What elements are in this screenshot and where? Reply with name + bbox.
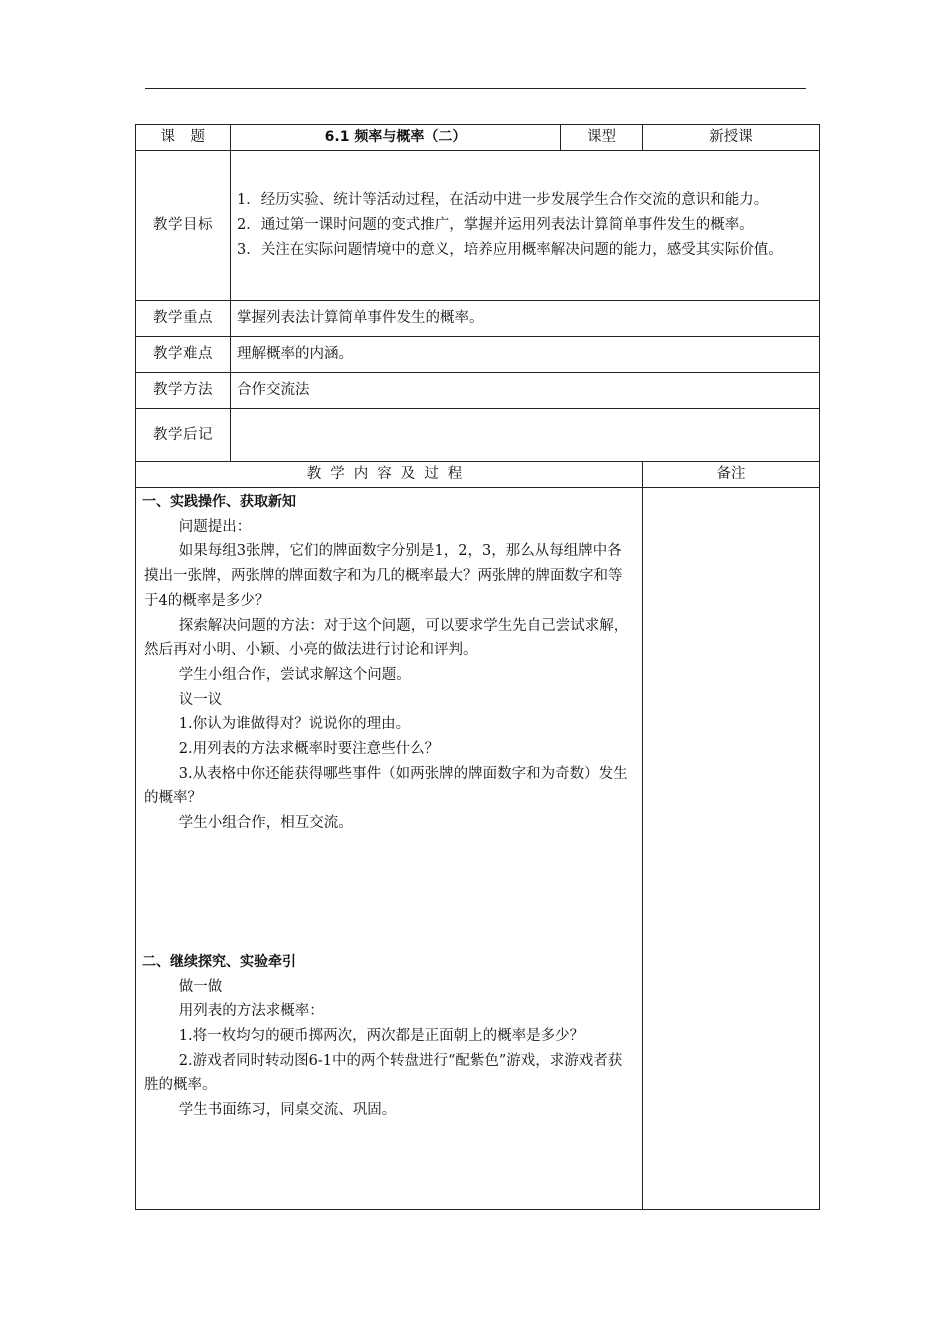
method-label: 教学方法: [136, 373, 231, 409]
objectives-row: [136, 151, 820, 301]
content-line: 学生小组合作，相互交流。: [178, 815, 353, 832]
difficulty-row: [136, 337, 820, 373]
content-line: 1.将一枚均匀的硬币掷两次，两次都是正面朝上的概率是多少？: [178, 1027, 585, 1044]
process-content: [136, 488, 643, 1210]
objective-item: 3．关注在实际问题情境中的意义，培养应用概率解决问题的能力，感受其实际价值。: [237, 242, 783, 258]
difficulty-value: 理解概率的内涵。: [231, 337, 820, 373]
notes-content: [643, 488, 820, 1210]
content-line: 如果每组3张牌，它们的牌面数字分别是1，2，3，那么从每组牌中各摸出一张牌，两张牌的牌面数字和为几的概率最大？两张牌的牌面数字和等于4的概率是多少？: [144, 543, 623, 609]
section2-heading: 二、继续探究、实验牵引: [142, 953, 296, 970]
content-line: 用列表的方法求概率：: [178, 1003, 324, 1020]
content-line: 学生小组合作，尝试求解这个问题。: [178, 666, 411, 683]
type-value: 新授课: [643, 125, 820, 151]
content-header-row: [136, 462, 820, 488]
content-line: 探索解决问题的方法：对于这个问题，可以要求学生先自己尝试求解，然后再对小明、小颖、小亮的做法进行讨论和评判。: [144, 617, 629, 659]
postscript-row: [136, 409, 820, 462]
key-point-value: 掌握列表法计算简单事件发生的概率。: [231, 301, 820, 337]
content-line: 2.游戏者同时转动图6-1中的两个转盘进行“配紫色”游戏，求游戏者获胜的概率。: [144, 1052, 623, 1094]
notes-header: 备注: [643, 462, 820, 488]
content-line: 学生书面练习，同桌交流、巩固。: [178, 1102, 397, 1119]
course-row: [136, 125, 820, 151]
course-title: 6.1 频率与概率（二）: [231, 125, 561, 151]
content-line: 议一议: [178, 691, 223, 708]
method-value: 合作交流法: [231, 373, 820, 409]
objective-item: 1．经历实验、统计等活动过程，在活动中进一步发展学生合作交流的意识和能力。: [237, 192, 769, 208]
content-line: 问题提出：: [178, 518, 252, 535]
type-label: 课型: [561, 125, 643, 151]
content-line: 3.从表格中你还能获得哪些事件（如两张牌的牌面数字和为奇数）发生的概率？: [144, 765, 628, 807]
postscript-label: 教学后记: [136, 409, 231, 462]
blank-space: [144, 836, 634, 950]
objectives-label: 教学目标: [136, 151, 231, 301]
content-line: 2.用列表的方法求概率时要注意些什么？: [178, 741, 440, 758]
postscript-value: [231, 409, 820, 462]
content-row: [136, 488, 820, 1210]
objectives-content: [231, 151, 820, 301]
key-point-row: [136, 301, 820, 337]
course-label: 课 题: [136, 125, 231, 151]
method-row: [136, 373, 820, 409]
content-line: 做一做: [178, 978, 223, 995]
lesson-plan-table: [135, 124, 820, 1210]
key-point-label: 教学重点: [136, 301, 231, 337]
difficulty-label: 教学难点: [136, 337, 231, 373]
objective-item: 2．通过第一课时问题的变式推广，掌握并运用列表法计算简单事件发生的概率。: [237, 217, 754, 233]
header-rule: [145, 88, 806, 89]
content-line: 1.你认为谁做得对？说说你的理由。: [178, 716, 411, 733]
section1-heading: 一、实践操作、获取新知: [142, 494, 296, 510]
process-header: 教学内容及过程: [136, 462, 643, 488]
